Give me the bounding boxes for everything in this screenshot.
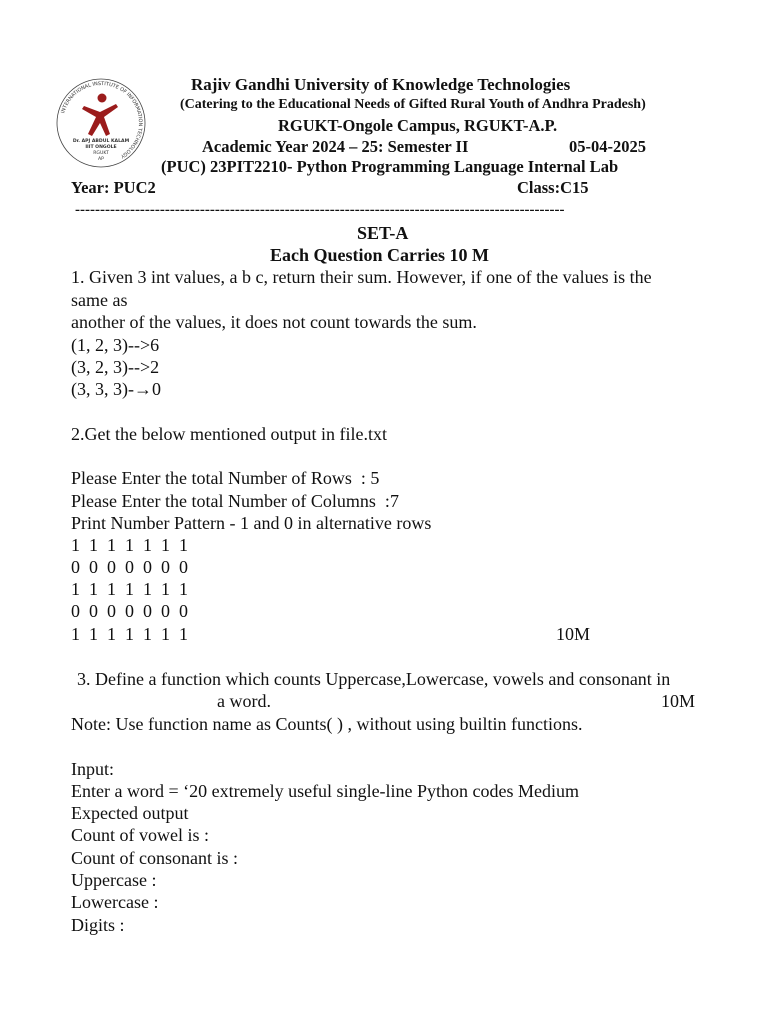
year-label: Year: PUC2 <box>71 178 156 197</box>
person-figure-icon <box>82 94 118 137</box>
q3-input-label: Input: <box>71 759 114 779</box>
marks-note: Each Question Carries 10 M <box>270 245 489 265</box>
logo-ring-text: INTERNATIONAL INSTITUTE OF INFORMATION TECHNOLOGY <box>60 80 144 160</box>
course-title: (PUC) 23PIT2210- Python Programming Language Internal Lab <box>161 157 619 176</box>
pattern-row: 0 0 0 0 0 0 0 <box>71 601 188 621</box>
university-logo <box>54 76 148 170</box>
academic-year: Academic Year 2024 – 25: Semester II <box>202 137 469 156</box>
q3-consonant-count: Count of consonant is : <box>71 848 238 868</box>
pattern-row: 1 1 1 1 1 1 1 <box>71 624 188 644</box>
q3-note: Note: Use function name as Counts( ) , without using builtin functions. <box>71 714 583 734</box>
q1-line1: 1. Given 3 int values, a b c, return their sum. However, if one of the values is the <box>71 267 652 287</box>
q3-line2: a word. <box>217 691 271 711</box>
q1-example3: (3, 3, 3)-→0 <box>71 379 161 399</box>
university-tagline: (Catering to the Educational Needs of Gifted Rural Youth of Andhra Pradesh) <box>180 97 646 112</box>
q1-example2: (3, 2, 3)-->2 <box>71 357 160 377</box>
q2-cols-prompt: Please Enter the total Number of Columns :7 <box>71 491 399 511</box>
q3-input-line: Enter a word = ‘20 extremely useful single-line Python codes Medium <box>71 781 580 801</box>
q3-uppercase: Uppercase : <box>71 870 157 890</box>
q1-line3: another of the values, it does not count towards the sum. <box>71 312 477 332</box>
pattern-row: 1 1 1 1 1 1 1 <box>71 579 188 599</box>
q3-digits: Digits : <box>71 915 125 935</box>
logo-line4: AP <box>98 157 104 162</box>
q2-pattern-label: Print Number Pattern - 1 and 0 in alternative rows <box>71 513 432 533</box>
q1-line2: same as <box>71 290 128 310</box>
q3-lowercase: Lowercase : <box>71 892 159 912</box>
pattern-row: 0 0 0 0 0 0 0 <box>71 557 188 577</box>
q3-vowel-count: Count of vowel is : <box>71 825 209 845</box>
pattern-row: 1 1 1 1 1 1 1 <box>71 535 188 555</box>
logo-line3: RGUKT <box>93 151 109 156</box>
header-divider: -------------------------------------------------------------------------------------------------- <box>75 202 565 218</box>
q2-marks: 10M <box>556 624 591 644</box>
q2-title: 2.Get the below mentioned output in file.txt <box>71 424 387 444</box>
university-name: Rajiv Gandhi University of Knowledge Technologies <box>191 75 571 94</box>
exam-date: 05-04-2025 <box>569 137 646 156</box>
q2-rows-prompt: Please Enter the total Number of Rows : 5 <box>71 468 380 488</box>
campus-name: RGUKT-Ongole Campus, RGUKT-A.P. <box>278 116 558 135</box>
set-title: SET-A <box>357 223 409 243</box>
q3-line1: 3. Define a function which counts Uppercase,Lowercase, vowels and consonant in <box>77 669 671 689</box>
class-label: Class:C15 <box>517 178 589 197</box>
logo-line2: IIIT ONGOLE <box>85 145 117 150</box>
logo-line1: Dr. APJ ABDUL KALAM <box>72 139 130 144</box>
q3-expected-label: Expected output <box>71 803 189 823</box>
q1-example1: (1, 2, 3)-->6 <box>71 335 160 355</box>
q3-marks: 10M <box>661 691 696 711</box>
